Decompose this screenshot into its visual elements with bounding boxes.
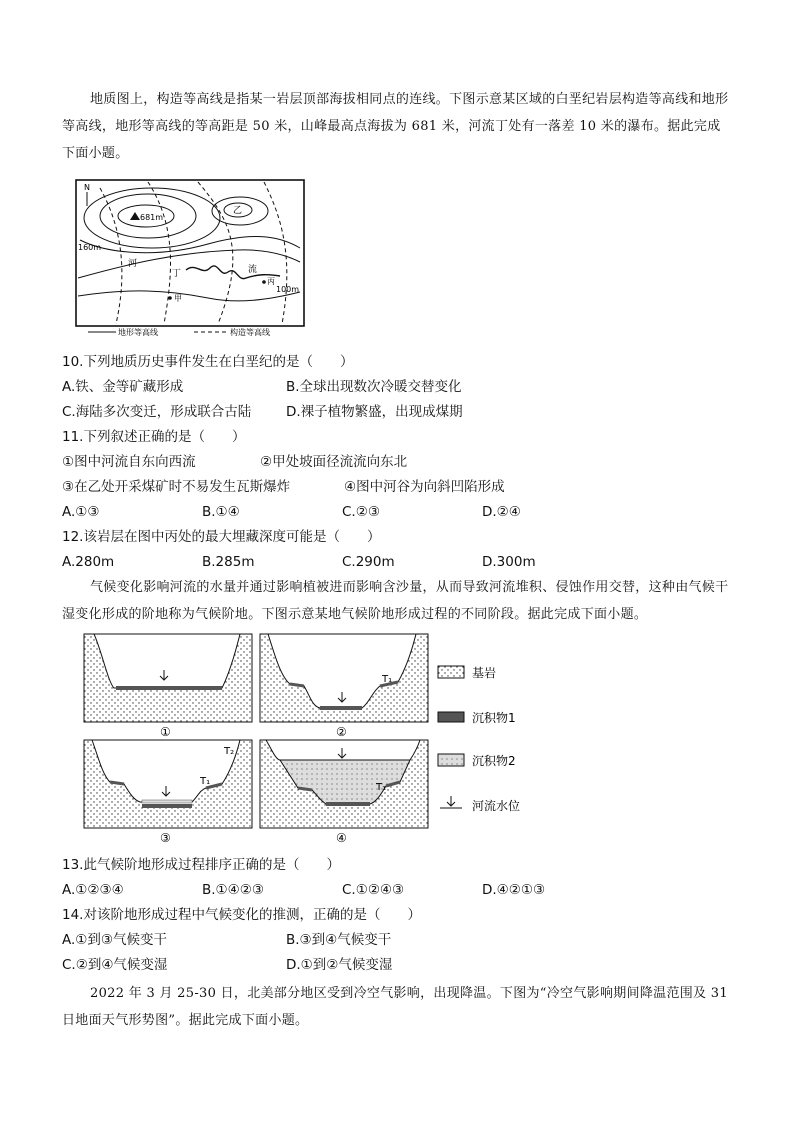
q13-option-d[interactable]: D.④②①③ [482, 882, 546, 898]
elev-100-label: 100m [276, 285, 300, 294]
q13-option-a[interactable]: A.①②③④ [62, 882, 124, 898]
water-level-icon-3 [162, 786, 170, 796]
q14-options-row-1 [62, 928, 732, 953]
intro-paragraph-1: 地质图上，构造等高线是指某一岩层顶部海拔相同点的连线。下图示意某区域的白垩纪岩层构造等高线和地形等高线，地形等高线的等高距是 50 米，山峰最高点海拔为 681 米，河流丁处有一落差 10 米的瀑布。据此完成下面小题。 [62, 92, 729, 161]
panel-3-t2: T₂ [224, 746, 235, 757]
panel-3-label: ③ [160, 831, 171, 845]
q10-options-row-2 [62, 400, 732, 425]
q11-option-d[interactable]: D.②④ [482, 504, 521, 520]
q13-options [62, 878, 732, 903]
panel-4-t1: T₁ [376, 782, 387, 793]
legend-sed1-label: 沉积物1 [472, 711, 516, 725]
q12-stem: 12.该岩层在图中丙处的最大埋藏深度可能是（ ） [62, 529, 381, 545]
legend-struct-label: 构造等高线 [230, 328, 270, 337]
panel-4-label: ④ [336, 831, 347, 845]
q11-options [62, 500, 732, 525]
q14-options-row-2 [62, 953, 732, 978]
legend-water-icon [440, 796, 462, 808]
legend-water-label: 河流水位 [472, 799, 521, 813]
question-14 [62, 903, 732, 978]
q11-statements-row-1 [62, 450, 732, 475]
q11-statement-4: ④图中河谷为向斜凹陷形成 [344, 479, 505, 495]
q11-option-c[interactable]: C.②③ [342, 504, 380, 520]
panel-2-label: ② [336, 725, 347, 739]
question-12 [62, 525, 732, 575]
q13-option-b[interactable]: B.①④②③ [202, 882, 264, 898]
he-label: 河 [128, 259, 138, 269]
liu-label: 流 [248, 265, 258, 275]
water-level-icon-2 [338, 692, 346, 702]
q10-option-c[interactable]: C.海陆多次变迁，形成联合古陆 [62, 404, 252, 420]
geology-contour-map [68, 178, 308, 338]
question-13 [62, 853, 732, 903]
q11-statement-2: ②甲处坡面径流流向东北 [260, 454, 408, 470]
q11-statement-1: ①图中河流自东向西流 [62, 454, 196, 470]
north-label: N [84, 183, 90, 192]
panel-2-t1: T₁ [382, 674, 393, 685]
q14-option-b[interactable]: B.③到④气候变干 [286, 932, 392, 948]
ding-label: 丁 [172, 269, 182, 279]
q11-statements-row-2 [62, 475, 732, 500]
jia-label: 甲 [174, 294, 182, 303]
q11-statement-3: ③在乙处开采煤矿时不易发生瓦斯爆炸 [62, 479, 291, 495]
q14-option-d[interactable]: D.①到②气候变湿 [286, 957, 393, 973]
q11-option-b[interactable]: B.①④ [202, 504, 240, 520]
q12-option-c[interactable]: C.290m [342, 554, 395, 570]
bing-label: 丙 [267, 277, 275, 286]
q13-option-c[interactable]: C.①②④③ [342, 882, 405, 898]
q12-options [62, 550, 732, 575]
panel-1-label: ① [160, 725, 171, 739]
water-level-icon-1 [160, 670, 168, 680]
q12-option-d[interactable]: D.300m [482, 554, 536, 570]
q10-option-b[interactable]: B.全球出现数次冷暖交替变化 [286, 379, 462, 395]
q10-option-d[interactable]: D.裸子植物繁盛，出现成煤期 [286, 404, 463, 420]
legend-sed2-label: 沉积物2 [472, 754, 516, 768]
q12-option-a[interactable]: A.280m [62, 554, 115, 570]
q10-stem: 10.下列地质历史事件发生在白垩纪的是（ ） [62, 354, 354, 370]
question-11 [62, 425, 732, 525]
q14-stem: 14.对该阶地形成过程中气候变化的推测，正确的是（ ） [62, 907, 421, 923]
q11-option-a[interactable]: A.①③ [62, 504, 100, 520]
elev-160-label: 160m [78, 243, 102, 252]
q14-option-a[interactable]: A.①到③气候变干 [62, 932, 167, 948]
q11-stem: 11.下列叙述正确的是（ ） [62, 429, 246, 445]
legend-bedrock-label: 基岩 [472, 666, 497, 680]
q13-stem: 13.此气候阶地形成过程排序正确的是（ ） [62, 857, 340, 873]
water-level-icon-4 [338, 748, 346, 758]
q12-option-b[interactable]: B.285m [202, 554, 255, 570]
climate-terrace-figure [80, 632, 530, 848]
yi-label: 乙 [233, 206, 243, 216]
q10-options-row-1 [62, 375, 732, 400]
q10-option-a[interactable]: A.铁、金等矿藏形成 [62, 379, 184, 395]
q14-option-c[interactable]: C.②到④气候变湿 [62, 957, 168, 973]
intro-paragraph-3: 2022 年 3 月 25-30 日，北美部分地区受到冷空气影响，出现降温。下图为“冷空气影响期间降温范围及 31 日地面天气形势图”。据此完成下面小题。 [62, 986, 728, 1028]
peak-label: 681m [140, 213, 164, 222]
intro-paragraph-2: 气候变化影响河流的水量并通过影响植被进而影响含沙量，从而导致河流堆积、侵蚀作用交替，这种由气候干湿变化形成的阶地称为气候阶地。下图示意某地气候阶地形成过程的不同阶段。据此完成下面小题。 [62, 580, 729, 622]
panel-3-t1: T₁ [200, 776, 211, 787]
legend-terrain-label: 地形等高线 [118, 328, 158, 337]
question-10 [62, 350, 732, 425]
